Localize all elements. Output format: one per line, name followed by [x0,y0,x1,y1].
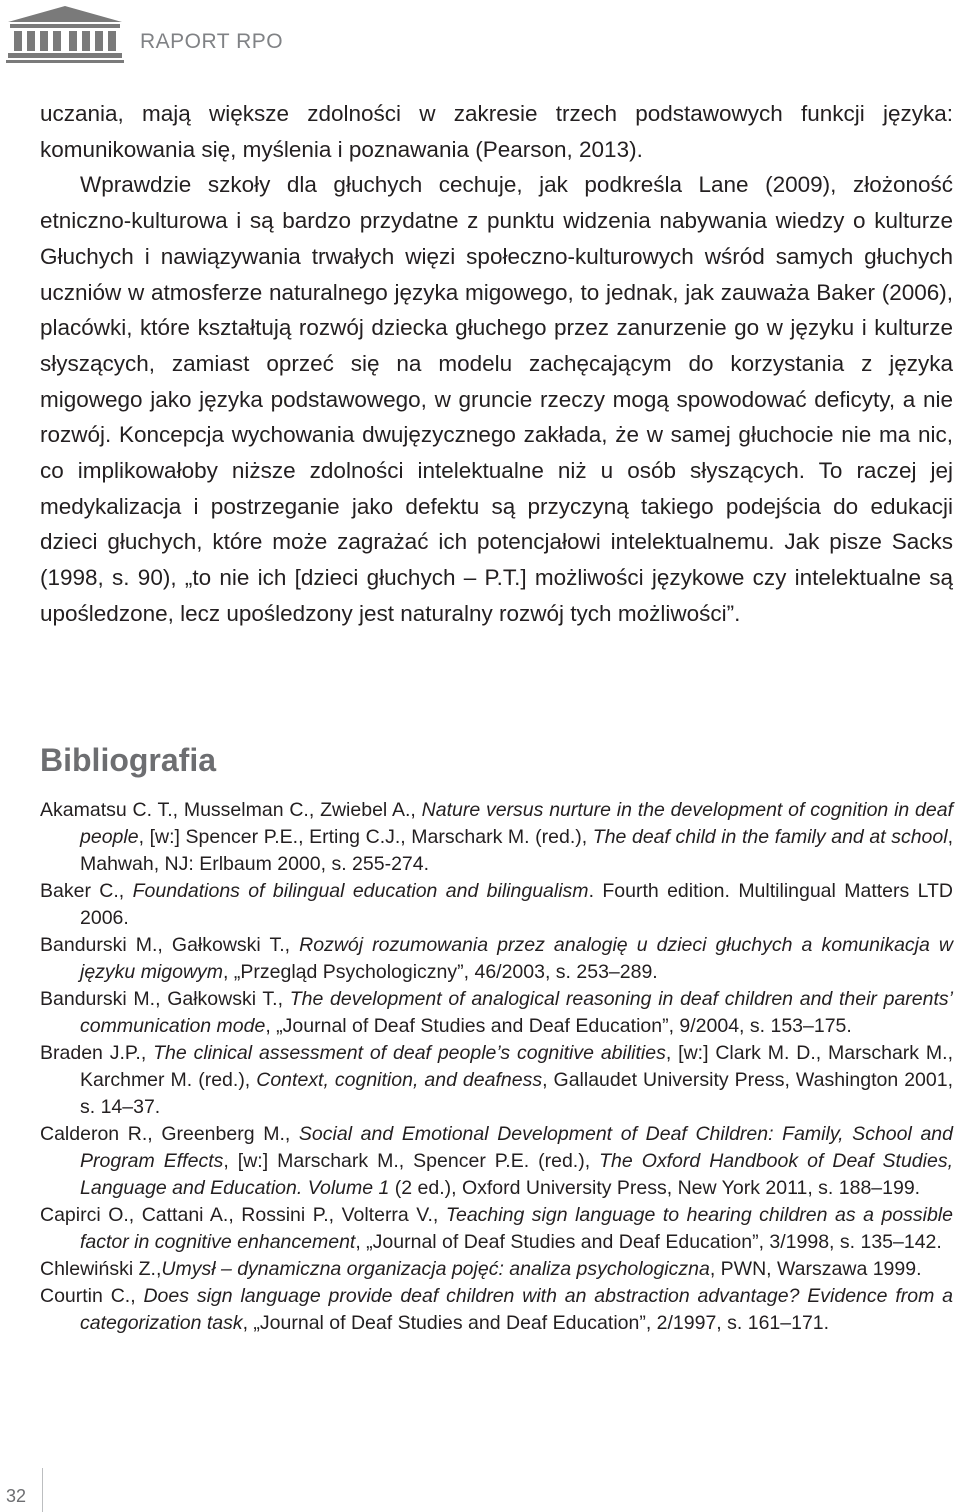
entry-text: Calderon R., Greenberg M., [40,1123,299,1145]
entry-text: , „Journal of Deaf Studies and Deaf Education”, 9/2004, s. 153–175. [265,1015,852,1037]
page-header [0,0,960,70]
margin-rule [42,1468,43,1512]
entry-text: , „Journal of Deaf Studies and Deaf Education”, 3/1998, s. 135–142. [355,1231,942,1253]
bibliography-entry [40,878,953,932]
header-title: RAPORT RPO [140,30,284,53]
bibliography-list [40,797,953,1337]
entry-title: The deaf child in the family and at school [592,826,948,848]
bibliography-entry [40,986,953,1040]
entry-text: , Gallaudet University Press, Washington 2001, s. 14–37. [80,1069,953,1118]
body-text [40,96,953,632]
entry-title: Teaching sign language to hearing children as a possible factor in cognitive enhancement [80,1204,953,1253]
bibliography-entry [40,1040,953,1121]
paragraph: Wprawdzie szkoły dla głuchych cechuje, jak podkreśla Lane (2009), złożoność etniczno-kulturowa i są bardzo przydatne z punktu widzenia nabywania wiedzy o kulturze Głuchych i nawiązywania trwałych więzi społeczno-kulturowych wśród samych głuchych uczniów w atmosferze naturalnego języka migowego, to jednak, jak zauważa Baker (2006), placówki, które kształtują rozwój dziecka głuchego przez zanurzenie go w języku i kulturze słyszących, zamiast oprzeć się na modelu zachęcającym do korzystania z języka migowego jako języka podstawowego, w gruncie rzeczy mogą spowodować deficyty, a nie rozwój. Koncepcja wychowania dwujęzycznego zakłada, że w samej głuchocie nie ma nic, co implikowałoby niższe zdolności intelektualne niż u osób słyszących. To raczej jej medykalizacja i postrzeganie jako defektu są przyczyną takiego podejścia do edukacji dzieci głuchych, które może zagrażać ich potencjałowi intelektualnemu. Jak pisze Sacks (1998, s. 90), „to nie ich [dzieci głuchych – P.T.] możliwości językowe czy intelektualne są upośledzone, lecz upośledzony jest naturalny rozwój tych możliwości”. [40,172,953,626]
entry-text: Bandurski M., Gałkowski T., [40,988,290,1010]
entry-title: The development of analogical reasoning in deaf children and their parents’ communication mode [80,988,953,1037]
bibliography-entry [40,1121,953,1202]
entry-title: Social and Emotional Development of Deaf Children: Family, School and Program Effects [80,1123,953,1172]
entry-text: Chlewiński Z., [40,1258,162,1280]
entry-title: The Oxford Handbook of Deaf Studies, Language and Education. Volume 1 [80,1150,954,1199]
entry-text: , „Journal of Deaf Studies and Deaf Education”, 2/1997, s. 161–171. [242,1312,830,1334]
entry-title: Foundations of bilingual education and bilingualism [132,880,589,902]
entry-text: Baker C., [40,880,133,902]
bibliography-heading: Bibliografia [40,742,217,778]
entry-text: , [w:] Clark M. D., Marschark M., Karchmer M. (red.), [80,1042,953,1091]
entry-text: Capirci O., Cattani A., Rossini P., Volterra V., [40,1204,446,1226]
entry-text: Courtin C., [40,1285,144,1307]
paragraph: uczania, mają większe zdolności w zakresie trzech podstawowych funkcji języka: komunikowania się, myślenia i poznawania (Pearson, 2013). [40,101,953,162]
entry-text: Bandurski M., Gałkowski T., [40,934,300,956]
building-logo-icon [6,4,124,64]
entry-text: , Mahwah, NJ: Erlbaum 2000, s. 255-274. [80,826,954,875]
entry-text: , [w:] Spencer P.E., Erting C.J., Marschark M. (red.), [138,826,593,848]
entry-title: Context, cognition, and deafness [256,1069,543,1091]
entry-text: (2 ed.), Oxford University Press, New York 2011, s. 188–199. [389,1177,921,1199]
bibliography-entry [40,797,953,878]
entry-title: Rozwój rozumowania przez analogię u dzieci głuchych a komunikacja w języku migowym [80,934,953,983]
page-number: 32 [6,1486,27,1506]
entry-title: Umysł – dynamiczna organizacja pojęć: analiza psychologiczna [161,1258,710,1280]
entry-text: Akamatsu C. T., Musselman C., Zwiebel A., [40,799,422,821]
bibliography-entry [40,1202,953,1256]
entry-title: Does sign language provide deaf children with an abstraction advantage? Evidence from a categorization task [80,1285,953,1334]
bibliography-entry [40,1283,953,1337]
entry-title: Nature versus nurture in the development of cognition in deaf people [80,799,954,848]
entry-text: . Fourth edition. Multilingual Matters LTD 2006. [80,880,953,929]
entry-text: , PWN, Warszawa 1999. [709,1258,922,1280]
entry-text: , [w:] Marschark M., Spencer P.E. (red.), [223,1150,600,1172]
bibliography-entry [40,932,953,986]
entry-title: The clinical assessment of deaf people’s cognitive abilities [153,1042,666,1064]
bibliography-entry [40,1256,953,1283]
entry-text: Braden J.P., [40,1042,154,1064]
entry-text: , „Przegląd Psychologiczny”, 46/2003, s. 253–289. [223,961,658,983]
